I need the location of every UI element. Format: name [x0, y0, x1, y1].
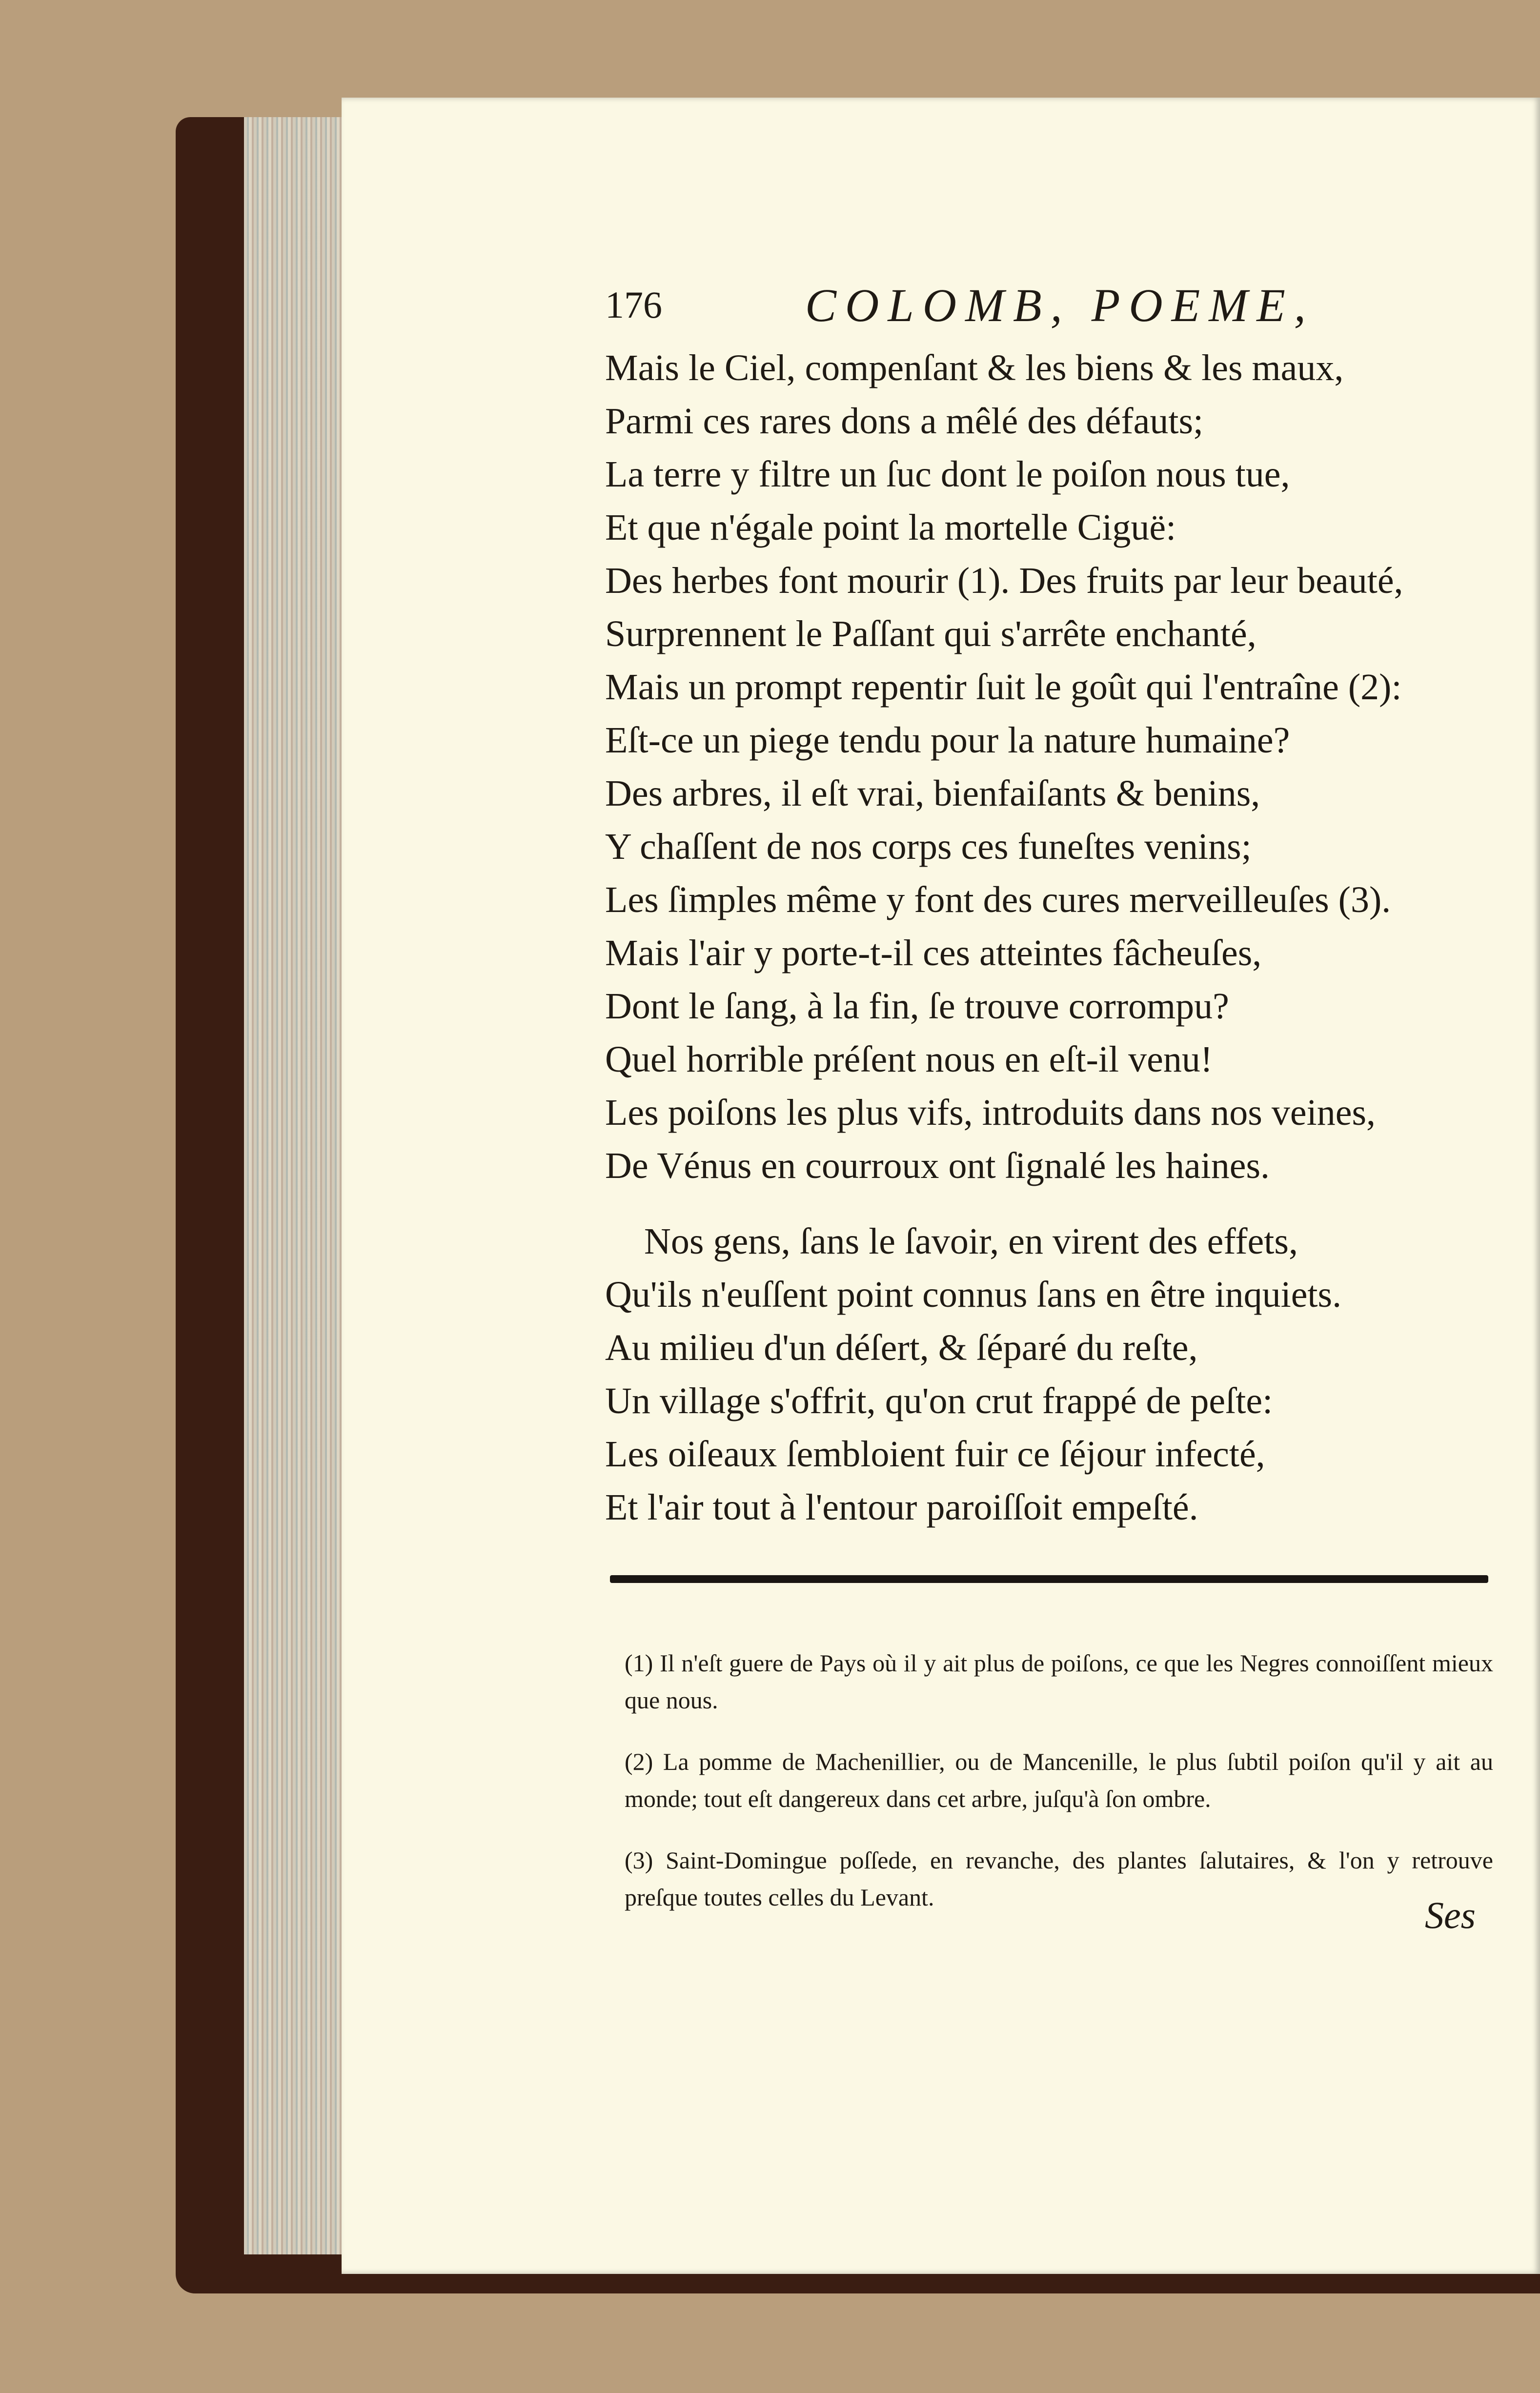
verse-line: Au milieu d'un déſert, & ſéparé du reſte, [605, 1327, 1198, 1368]
catchword: Ses [1425, 1894, 1476, 1936]
stanza-1 [605, 342, 1513, 1193]
verse-line: De Vénus en courroux ont ſignalé les haines. [605, 1145, 1270, 1186]
verse-line: Les ſimples même y font des cures merveilleuſes (3). [605, 879, 1391, 920]
footnote-rule [610, 1575, 1488, 1583]
verse-line: Quel horrible préſent nous en eſt-il venu! [605, 1039, 1213, 1080]
stanza-2 [605, 1215, 1513, 1534]
verse-line: Les poiſons les plus vifs, introduits dans nos veines, [605, 1092, 1376, 1133]
verse-line: Dont le ſang, à la fin, ſe trouve corrompu? [605, 986, 1229, 1027]
verse-line: Nos gens, ſans le ſavoir, en virent des effets, [644, 1221, 1298, 1262]
page-header [605, 279, 1508, 346]
footnote: (2) La pomme de Machenillier, ou de Mancenille, le plus ſubtil poiſon qu'il y ait au monde; tout eſt dangereux dans cet arbre, juſqu'à ſon ombre. [625, 1748, 1493, 1812]
running-title: COLOMB, POEME, [805, 279, 1315, 331]
verse-line: Mais l'air y porte-t-il ces atteintes fâcheuſes, [605, 933, 1262, 973]
page-number: 176 [605, 284, 662, 326]
verse-line: La terre y filtre un ſuc dont le poiſon nous tue, [605, 454, 1290, 495]
verse-line: Y chaſſent de nos corps ces funeſtes venins; [605, 826, 1252, 867]
verse-line: Et que n'égale point la mortelle Ciguë: [605, 507, 1176, 548]
verse-line: Des herbes font mourir (1). Des fruits par leur beauté, [605, 560, 1403, 601]
page-edges [244, 117, 342, 2254]
verse-line: Les oiſeaux ſembloient fuir ce ſéjour infecté, [605, 1434, 1265, 1475]
verse-line: Qu'ils n'euſſent point connus ſans en être inquiets. [605, 1274, 1342, 1315]
verse-line: Un village s'offrit, qu'on crut frappé de peſte: [605, 1380, 1273, 1421]
verse-line: Mais un prompt repentir ſuit le goût qui l'entraîne (2): [605, 667, 1402, 708]
verse-line: Des arbres, il eſt vrai, bienfaiſants & benins, [605, 773, 1260, 814]
footnote: (3) Saint-Domingue poſſede, en revanche, des plantes ſalutaires, & l'on y retrouve preſque toutes celles du Levant. [625, 1846, 1493, 1911]
verse-line: Eſt-ce un piege tendu pour la nature humaine? [605, 720, 1290, 761]
verse-line: Mais le Ciel, compenſant & les biens & les maux, [605, 347, 1344, 388]
footnote: (1) Il n'eſt guere de Pays où il y ait plus de poiſons, ce que les Negres connoiſſent mieux que nous. [625, 1649, 1493, 1714]
verse-line: Surprennent le Paſſant qui s'arrête enchanté, [605, 613, 1256, 654]
verse-line: Parmi ces rares dons a mêlé des défauts; [605, 401, 1204, 442]
footnotes [625, 1620, 1493, 1929]
verse-line: Et l'air tout à l'entour paroiſſoit empeſté. [605, 1487, 1198, 1528]
